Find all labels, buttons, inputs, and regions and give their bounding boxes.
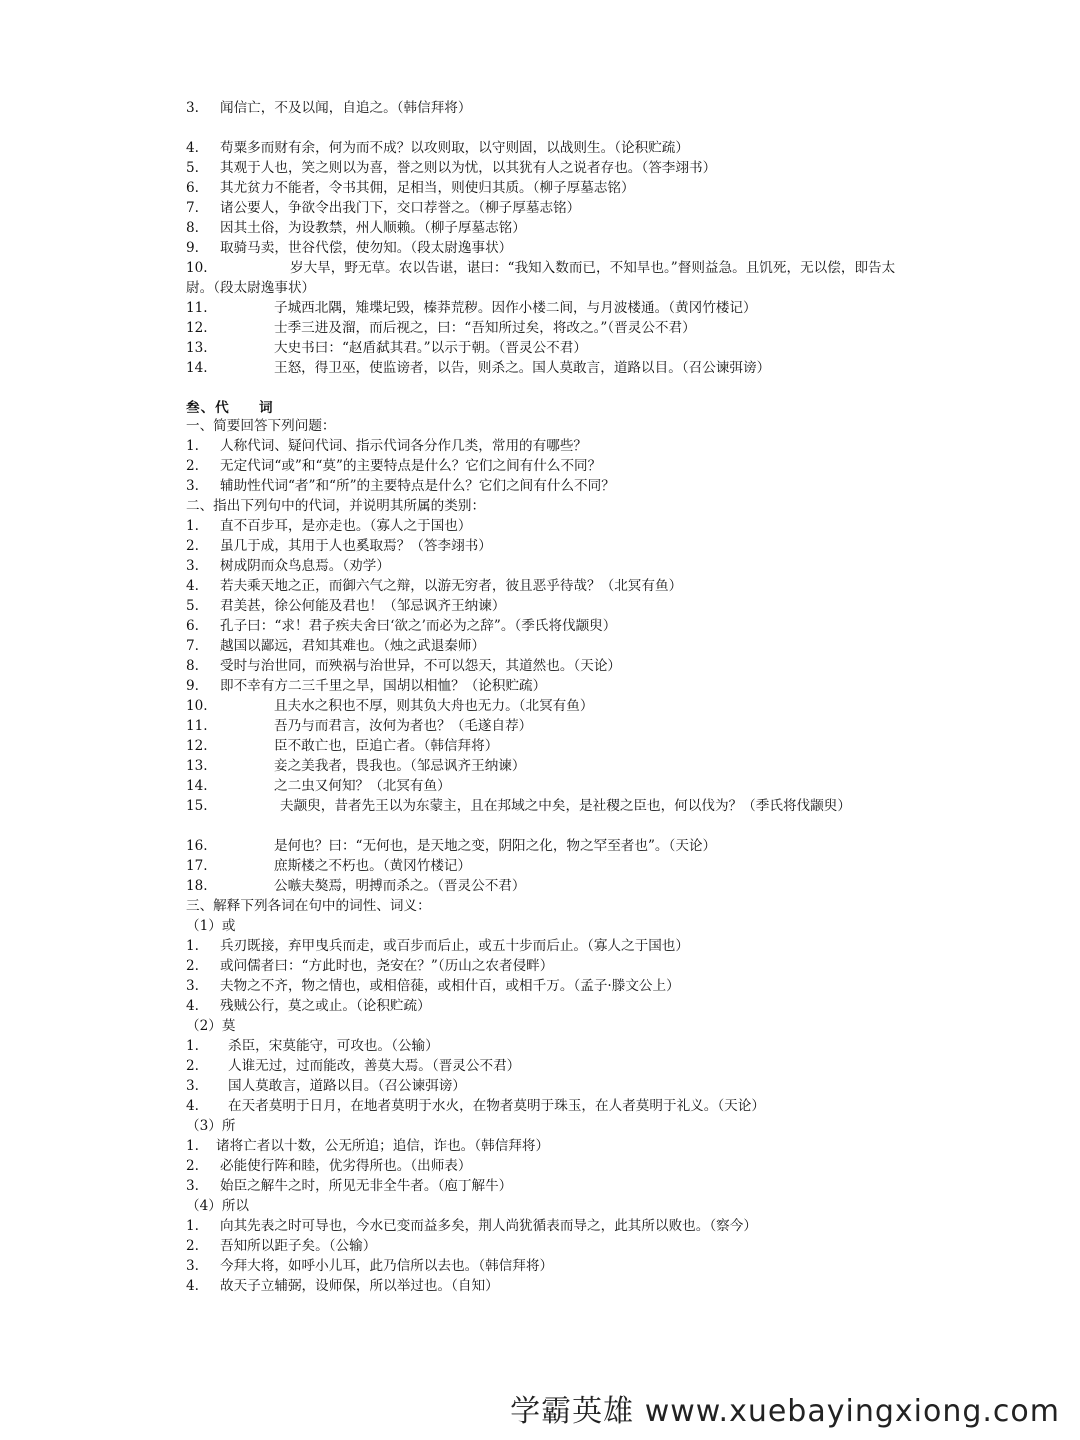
list-item: 4. 在天者莫明于日月，在地者莫明于水火，在物者莫明于珠玉，在人者莫明于礼义。（天论） xyxy=(186,1098,765,1114)
list-item: 3. 始臣之解牛之时，所见无非全牛者。（庖丁解牛） xyxy=(186,1178,513,1194)
list-item: 9. 取骑马卖，世谷代偿，使勿知。（段太尉逸事状） xyxy=(186,240,513,256)
part-title: 二、指出下列句中的代词，并说明其所属的类别： xyxy=(186,498,486,514)
list-item: 5. 其观于人也，笑之则以为喜，誉之则以为忧，以其犹有人之说者存也。（答李翊书） xyxy=(186,160,717,176)
list-item: 1. 诸将亡者以十数，公无所追；追信，诈也。（韩信拜将） xyxy=(186,1138,550,1154)
list-item: 3. 闻信亡，不及以闻，自追之。（韩信拜将） xyxy=(186,100,472,116)
list-item: 12. 士季三进及溜，而后视之，曰：“吾知所过矣，将改之。”（晋灵公不君） xyxy=(186,320,696,336)
list-item: 11. 吾乃与而君言，汝何为者也？（毛遂自荐） xyxy=(186,718,533,734)
list-item: 3. 辅助性代词“者”和“所”的主要特点是什么？它们之间有什么不同？ xyxy=(186,478,615,494)
part-title: 三、解释下列各词在句中的词性、词义： xyxy=(186,898,431,914)
list-item: 16. 是何也？曰：“无何也，是天地之变，阴阳之化，物之罕至者也”。（天论） xyxy=(186,838,717,854)
list-item: 3. 今拜大将，如呼小儿耳，此乃信所以去也。（韩信拜将） xyxy=(186,1258,554,1274)
list-item: 4. 残贼公行，莫之或止。（论积贮疏） xyxy=(186,998,431,1014)
list-item: 13. 大史书曰：“赵盾弑其君。”以示于朝。（晋灵公不君） xyxy=(186,340,587,356)
list-item: 2. 无定代词“或”和“莫”的主要特点是什么？它们之间有什么不同？ xyxy=(186,458,602,474)
list-item: 8. 受时与治世同，而殃祸与治世异，不可以怨天，其道然也。（天论） xyxy=(186,658,622,674)
list-item: 15. 夫颛臾，昔者先王以为东蒙主，且在邦域之中矣，是社稷之臣也，何以伐为？（季氏将伐颛臾） xyxy=(186,798,851,814)
list-item: 9. 即不幸有方二三千里之旱，国胡以相恤？（论积贮疏） xyxy=(186,678,547,694)
group-label: （3）所 xyxy=(186,1118,236,1134)
list-item: 1. 杀臣，宋莫能守，可攻也。（公输） xyxy=(186,1038,439,1054)
list-item: 2. 或问儒者曰：“方此时也，尧安在？”（历山之农者侵畔） xyxy=(186,958,554,974)
group-label: （1）或 xyxy=(186,918,236,934)
list-item: 1. 人称代词、疑问代词、指示代词各分作几类，常用的有哪些？ xyxy=(186,438,588,454)
list-item: 4. 苟粟多而财有余，何为而不成？以攻则取，以守则固，以战则生。（论积贮疏） xyxy=(186,140,689,156)
group-label: （2）莫 xyxy=(186,1018,236,1034)
list-item: 4. 若夫乘天地之正，而御六气之辩，以游无穷者，彼且恶乎待哉？（北冥有鱼） xyxy=(186,578,683,594)
list-item: 13. 妾之美我者，畏我也。（邹忌讽齐王纳谏） xyxy=(186,758,526,774)
list-item: 14. 王怒，得卫巫，使监谤者，以告，则杀之。国人莫敢言，道路以目。（召公谏弭谤） xyxy=(186,360,771,376)
list-item: 1. 直不百步耳，是亦走也。（寡人之于国也） xyxy=(186,518,472,534)
list-item: 5. 君美甚，徐公何能及君也！（邹忌讽齐王纳谏） xyxy=(186,598,506,614)
list-item: 2. 虽几于成，其用于人也奚取焉？（答李翊书） xyxy=(186,538,492,554)
footer-watermark: 学霸英雄 www.xuebayingxiong.com xyxy=(510,1394,1060,1429)
group-label: （4）所以 xyxy=(186,1198,250,1214)
list-item: 1. 向其先表之时可导也，今水已变而益多矣，荆人尚犹循表而导之，此其所以败也。（察今） xyxy=(186,1218,757,1234)
list-item: 3. 树成阴而众鸟息焉。（劝学） xyxy=(186,558,390,574)
list-item: 2. 人谁无过，过而能改，善莫大焉。（晋灵公不君） xyxy=(186,1058,521,1074)
list-item: 12. 臣不敢亡也，臣追亡者。（韩信拜将） xyxy=(186,738,499,754)
part-title: 一、简要回答下列问题： xyxy=(186,418,336,434)
list-item: 14. 之二虫又何知？（北冥有鱼） xyxy=(186,778,451,794)
list-item: 2. 必能使行阵和睦，优劣得所也。（出师表） xyxy=(186,1158,472,1174)
list-item: 3. 国人莫敢言，道路以目。（召公谏弭谤） xyxy=(186,1078,466,1094)
list-item: 6. 孔子曰：“求！君子疾夫舍曰‘欲之’而必为之辞”。（季氏将伐颛臾） xyxy=(186,618,617,634)
list-item: 7. 诸公要人，争欲令出我门下，交口荐誉之。（柳子厚墓志铭） xyxy=(186,200,581,216)
list-item: 17. 庶斯楼之不朽也。（黄冈竹楼记） xyxy=(186,858,472,874)
list-item: 18. 公嗾夫獒焉，明搏而杀之。（晋灵公不君） xyxy=(186,878,526,894)
list-item: 7. 越国以鄙远，君知其难也。（烛之武退秦师） xyxy=(186,638,486,654)
list-item: 10. 且夫水之积也不厚，则其负大舟也无力。（北冥有鱼） xyxy=(186,698,594,714)
section-title: 叁、代 词 xyxy=(186,400,274,416)
list-item: 8. 因其土俗，为设教禁，州人顺赖。（柳子厚墓志铭） xyxy=(186,220,526,236)
list-item: 1. 兵刃既接，弃甲曳兵而走，或百步而后止，或五十步而后止。（寡人之于国也） xyxy=(186,938,689,954)
list-item: 2. 吾知所以距子矣。（公输） xyxy=(186,1238,377,1254)
list-item: 11. 子城西北隅，雉堞圮毁，榛莽荒秽。因作小楼二间，与月波楼通。（黄冈竹楼记） xyxy=(186,300,757,316)
list-item: 3. 夫物之不齐，物之情也，或相倍蓰，或相什百，或相千万。（孟子·滕文公上） xyxy=(186,978,680,994)
list-item: 4. 故天子立辅弼，设师保，所以举过也。（自知） xyxy=(186,1278,499,1294)
list-item: 6. 其尤贫力不能者，令书其佣，足相当，则使归其质。（柳子厚墓志铭） xyxy=(186,180,635,196)
list-item: 10. 岁大旱，野无草。农以告谌，谌曰：“我知入数而已，不知旱也。”督则益急。且饥死，无以偿，即告太尉。（段太尉逸事状） xyxy=(186,260,896,296)
